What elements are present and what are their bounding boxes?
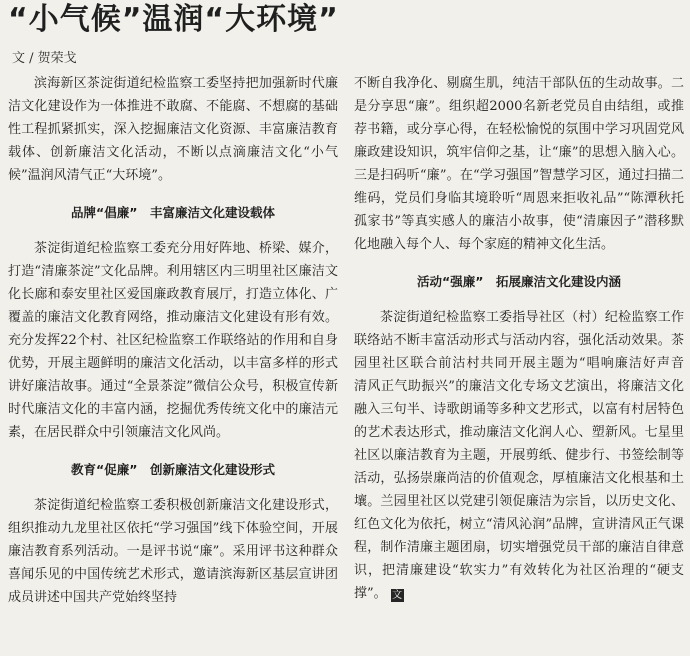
article-title: “小气候”温润“大环境” — [8, 2, 339, 37]
end-mark-icon: 文 — [392, 590, 403, 601]
section-paragraph-1: 茶淀街道纪检监察工委充分用好阵地、桥梁、媒介，打造“清廉茶淀”文化品牌。利用辖区内三明里社区廉洁文化长廊和泰安里社区爱国廉政教育展厅，打造立体化、广覆盖的廉洁文化教育网络，推动廉洁文化建设有形有效。充分发挥22个村、社区纪检监察工作联络站的作用和自身优势，开展主题鲜明的廉洁文化活动，以丰富多样的形式讲好廉洁故事。通过“全景茶淀”微信公众号，积极宣传新时代廉洁文化的丰富内涵，挖掘优秀传统文化中的廉洁元素，在居民群众中引领廉洁文化风尚。 — [8, 241, 338, 440]
section-paragraph-2: 茶淀街道纪检监察工委积极创新廉洁文化建设形式，组织推动九龙里社区依托“学习强国”线下体验空间，开展廉洁教育系列活动。一是评书说“廉”。采用评书这种群众喜闻乐见的中国传统艺术形式，邀请滨海新区基层宣讲团成员讲述中国共产党始终坚持 — [8, 498, 338, 605]
section-paragraph-2-continued: 不断自我净化、剔腐生肌，纯洁干部队伍的生动故事。二是分享思“廉”。组织超2000名新老党员自由结组，或推荐书籍，或分享心得，在轻松愉悦的氛围中学习巩固党风廉政建设知识，筑牢信仰之基，让“廉”的思想入脑入心。三是扫码听“廉”。在“学习强国”智慧学习区，通过扫描二维码，党员们身临其境聆听“周恩来拒收礼品”“陈潭秋托孤家书”等真实感人的廉洁小故事，使“清廉因子”潜移默化地融入每个人、每个家庭的精神文化生活。 — [354, 76, 684, 252]
right-column — [354, 72, 684, 656]
left-column — [8, 72, 338, 656]
article-byline: 文 / 贺荣戈 — [12, 51, 77, 66]
section-heading-2: 教育“促廉” 创新廉洁文化建设形式 — [71, 462, 275, 477]
section-heading-1: 品牌“倡廉” 丰富廉洁文化建设载体 — [71, 205, 275, 220]
section-heading-3: 活动“强廉” 拓展廉洁文化建设内涵 — [417, 274, 621, 289]
section-paragraph-3 — [354, 306, 684, 605]
intro-paragraph: 滨海新区茶淀街道纪检监察工委坚持把加强新时代廉洁文化建设作为一体推进不敢腐、不能腐、不想腐的基础性工程抓紧抓实，深入挖掘廉洁文化资源、丰富廉洁教育载体、创新廉洁文化活动，不断以点滴廉洁文化“小气候”温润风清气正“大环境”。 — [8, 76, 338, 183]
section-paragraph-3-text: 茶淀街道纪检监察工委指导社区（村）纪检监察工作联络站不断丰富活动形式与活动内容，强化活动效果。茶园里社区联合前沽村共同开展主题为“唱响廉洁好声音 清风正气助振兴”的廉洁文化专场文艺演出，将廉洁文化融入三句半、诗歌朗诵等多种文艺形式，以富有村居特色的艺术表达形式，推动廉洁文化润人心、塑新风。七星里社区以廉洁教育为主题，开展剪纸、健步行、书签绘制等活动，弘扬崇廉尚洁的价值观念，厚植廉洁文化根基和土壤。兰园里社区以党建引领促廉洁为宗旨，以历史文化、红色文化为依托，树立“清风沁润”品牌，宣讲清风正气课程，制作清廉主题团扇，切实增强党员干部的廉洁自律意识，把清廉建设“软实力”有效转化为社区治理的“硬支撑”。 — [354, 310, 684, 601]
